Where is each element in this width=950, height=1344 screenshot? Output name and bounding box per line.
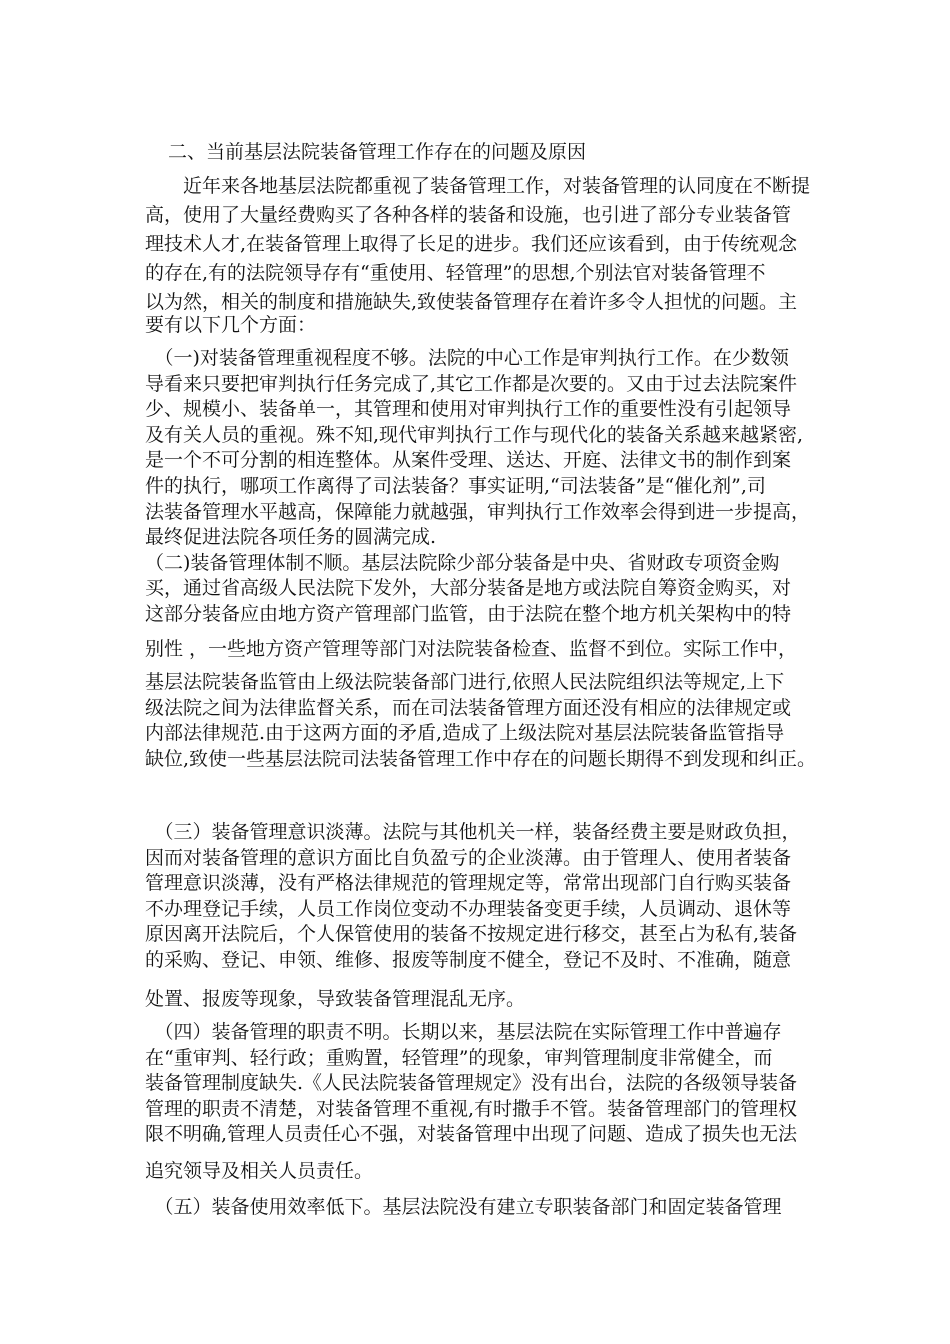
text-line: 不办理登记手续，人员工作岗位变动不办理装备变更手续，人员调动、退休等: [145, 897, 792, 920]
text-line: 原因离开法院后，个人保管使用的装备不按规定进行移交，甚至占为私有,装备: [145, 923, 798, 946]
text-line: 装备管理制度缺失.《人民法院装备管理规定》没有出台，法院的各级领导装备: [145, 1072, 798, 1095]
text-line: 近年来各地基层法院都重视了装备管理工作，对装备管理的认同度在不断提: [145, 175, 811, 197]
paragraph-section-1: [145, 346, 818, 628]
text-line: 要有以下几个方面：: [145, 314, 317, 336]
paragraph-section-4-end: [145, 1157, 818, 1186]
text-line: 别性 ，一些地方资产管理等部门对法院装备检查、监督不到位。实际工作中，: [145, 638, 798, 660]
text-line: （三）装备管理意识淡薄。法院与其他机关一样，装备经费主要是财政负担，: [145, 821, 801, 843]
paragraph-section-5: [145, 1193, 818, 1222]
paragraph-section-2-end: [145, 670, 818, 772]
text-line: 级法院之间为法律监督关系，而在司法装备管理方面还没有相应的法律规定或: [145, 696, 792, 719]
text-line: 导看来只要把审判执行任务完成了,其它工作都是次要的。又由于过去法院案件: [145, 372, 798, 395]
text-line: 最终促进法院各项任务的圆满完成.: [145, 526, 437, 549]
text-line: 处置、报废等现象，导致装备管理混乱无序。: [145, 988, 526, 1010]
text-line: 内部法律规范.由于这两方面的矛盾,造成了上级法院对基层法院装备监管指导: [145, 722, 785, 745]
text-line: 管理意识淡薄，没有严格法律规范的管理规定等，常常出现部门自行购买装备: [145, 872, 792, 895]
text-line: 件的执行，哪项工作离得了司法装备？事实证明,“司法装备”是“催化剂”,司: [145, 474, 766, 497]
text-line: 法装备管理水平越高，保障能力就越强，审判执行工作效率会得到进一步提高，: [145, 500, 811, 523]
text-line: 这部分装备应由地方资产管理部门监管，由于法院在整个地方机关架构中的特: [145, 602, 792, 625]
text-line: 在“重审判、轻行政；重购置，轻管理”的现象，审判管理制度非常健全，而: [145, 1046, 773, 1069]
text-line: （四）装备管理的职责不明。长期以来，基层法院在实际管理工作中普遍存: [145, 1021, 782, 1043]
section-heading: 二、当前基层法院装备管理工作存在的问题及原因: [168, 141, 587, 163]
text-line: 因而对装备管理的意识方面比自负盈亏的企业淡薄。由于管理人、使用者装备: [145, 846, 792, 869]
text-line: 管理的职责不清楚，对装备管理不重视,有时撒手不管。装备管理部门的管理权: [145, 1097, 798, 1120]
text-line: 及有关人员的重视。殊不知,现代审判执行工作与现代化的装备关系越来越紧密,: [145, 423, 804, 446]
text-line: 的采购、登记、申领、维修、报废等制度不健全，登记不及时、不准确，随意: [145, 948, 792, 971]
text-line: 缺位,致使一些基层法院司法装备管理工作中存在的问题长期得不到发现和纠正。: [145, 747, 817, 770]
text-line: 以为然，相关的制度和措施缺失,致使装备管理存在着许多令人担忧的问题。主: [145, 291, 798, 313]
paragraph-intro-end: [145, 311, 818, 340]
text-line: 的存在,有的法院领导存有“重使用、轻管理”的思想,个别法官对装备管理不: [145, 262, 766, 284]
text-line: （一)对装备管理重视程度不够。法院的中心工作是审判执行工作。在少数领: [145, 347, 789, 369]
text-line: 限不明确,管理人员责任心不强，对装备管理中出现了问题、造成了损失也无法: [145, 1123, 798, 1146]
paragraph-section-3: [145, 820, 818, 974]
paragraph-intro: [145, 172, 818, 317]
text-line: 买，通过省高级人民法院下发外，大部分装备是地方或法院自筹资金购买，对: [145, 577, 792, 600]
text-line: 理技术人才,在装备管理上取得了长足的进步。我们还应该看到，由于传统观念: [145, 233, 798, 255]
text-line: 少、规模小、装备单一，其管理和使用对审判执行工作的重要性没有引起领导: [145, 398, 792, 421]
text-line: 基层法院装备监管由上级法院装备部门进行,依照人民法院组织法等规定,上下: [145, 671, 785, 693]
text-line: （二)装备管理体制不顺。基层法院除少部分装备是中央、省财政专项资金购: [145, 551, 780, 574]
text-line: 是一个不可分割的相连整体。从案件受理、送达、开庭、法律文书的制作到案: [145, 449, 792, 472]
text-line: 高，使用了大量经费购买了各种各样的装备和设施，也引进了部分专业装备管: [145, 204, 792, 226]
paragraph-section-4: [145, 1020, 818, 1148]
text-line: （五）装备使用效率低下。基层法院没有建立专职装备部门和固定装备管理: [145, 1196, 782, 1218]
paragraph-section-2-mid: [145, 635, 818, 664]
paragraph-section-3-end: [145, 985, 818, 1014]
text-line: 追究领导及相关人员责任。: [145, 1160, 374, 1182]
